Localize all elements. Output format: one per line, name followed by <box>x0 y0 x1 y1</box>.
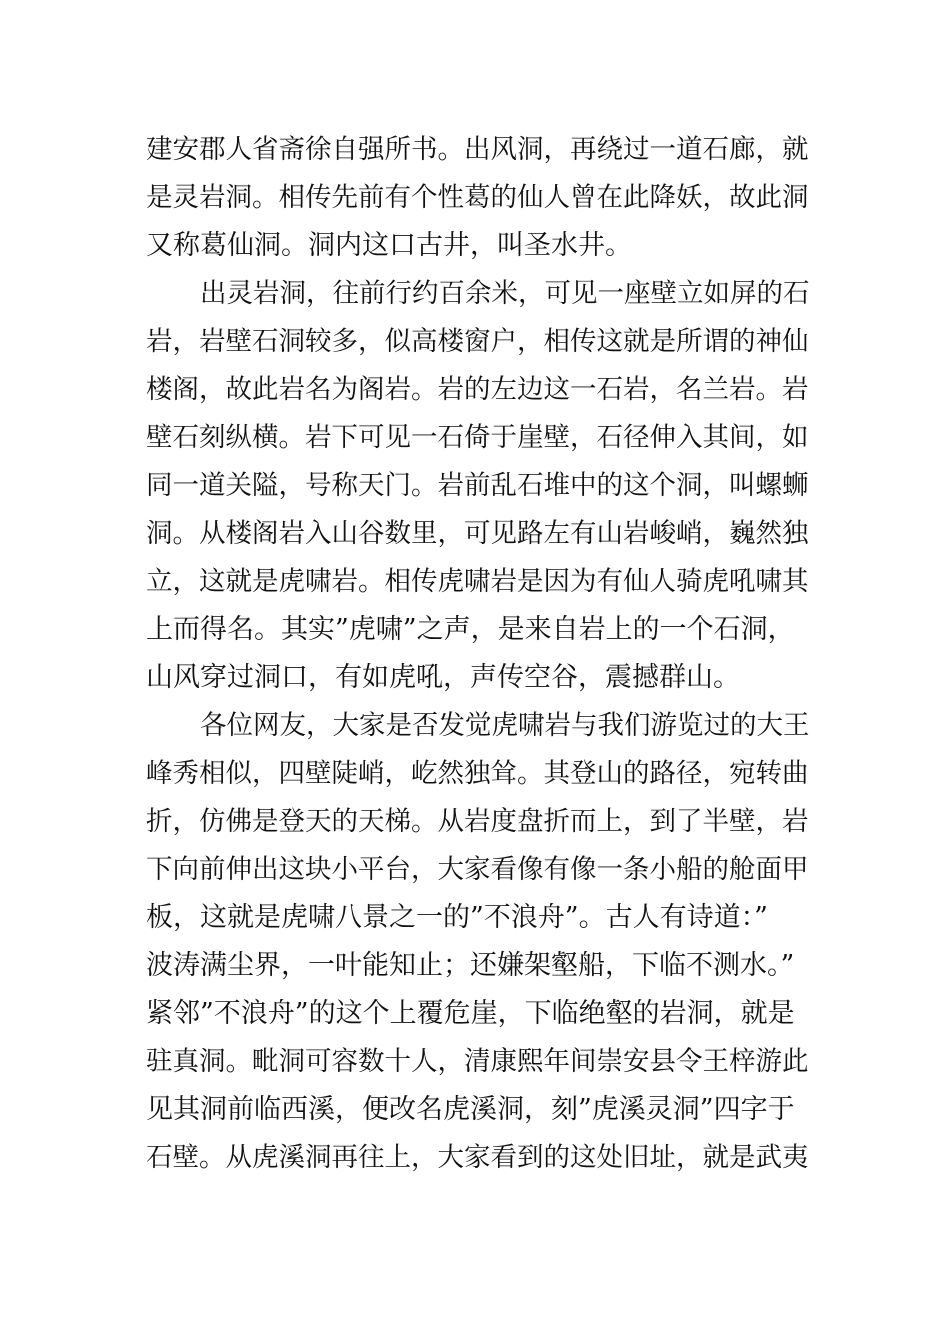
text-line: 板，这就是虎啸八景之一的”不浪舟”。古人有诗道：” <box>146 902 768 933</box>
text-line: 又称葛仙洞。洞内这口古井，叫圣水井。 <box>146 230 632 261</box>
text-line: 石壁。从虎溪洞再往上，大家看到的这处旧址，就是武夷 <box>146 1142 809 1173</box>
text-line: 楼阁，故此岩名为阁岩。岩的左边这一石岩，名兰岩。岩 <box>146 374 809 405</box>
text-line: 山风穿过洞口，有如虎吼，声传空谷，震撼群山。 <box>146 662 740 693</box>
text-line: 出灵岩洞，往前行约百余米，可见一座壁立如屏的石 <box>200 278 810 309</box>
text-line: 立，这就是虎啸岩。相传虎啸岩是因为有仙人骑虎吼啸其 <box>146 566 809 597</box>
text-line: 同一道关隘，号称天门。岩前乱石堆中的这个洞，叫螺蛳 <box>146 470 809 501</box>
text-line: 见其洞前临西溪，便改名虎溪洞，刻”虎溪灵洞”四字于 <box>146 1094 795 1125</box>
text-line: 上而得名。其实”虎啸”之声，是来自岩上的一个石洞， <box>146 614 795 645</box>
text-line: 峰秀相似，四壁陡峭，屹然独耸。其登山的路径，宛转曲 <box>146 758 809 789</box>
text-line: 壁石刻纵横。岩下可见一石倚于崖壁，石径伸入其间，如 <box>146 422 809 453</box>
text-line: 建安郡人省斋徐自强所书。出风洞，再绕过一道石廊，就 <box>146 134 809 165</box>
text-line: 折，仿佛是登天的天梯。从岩度盘折而上，到了半壁，岩 <box>146 806 809 837</box>
text-line: 洞。从楼阁岩入山谷数里，可见路左有山岩峻峭，巍然独 <box>146 518 809 549</box>
text-line: 驻真洞。毗洞可容数十人，清康熙年间崇安县令王梓游此 <box>146 1046 809 1077</box>
text-line: 波涛满尘界，一叶能知止；还嫌架壑船，下临不测水。” <box>146 950 795 981</box>
text-line: 下向前伸出这块小平台，大家看像有像一条小船的舱面甲 <box>146 854 809 885</box>
text-line: 紧邻”不浪舟”的这个上覆危崖，下临绝壑的岩洞，就是 <box>146 998 795 1029</box>
text-line: 各位网友，大家是否发觉虎啸岩与我们游览过的大王 <box>200 710 810 741</box>
text-line: 是灵岩洞。相传先前有个性葛的仙人曾在此降妖，故此洞 <box>146 182 809 213</box>
text-line: 岩，岩壁石洞较多，似高楼窗户，相传这就是所谓的神仙 <box>146 326 809 357</box>
